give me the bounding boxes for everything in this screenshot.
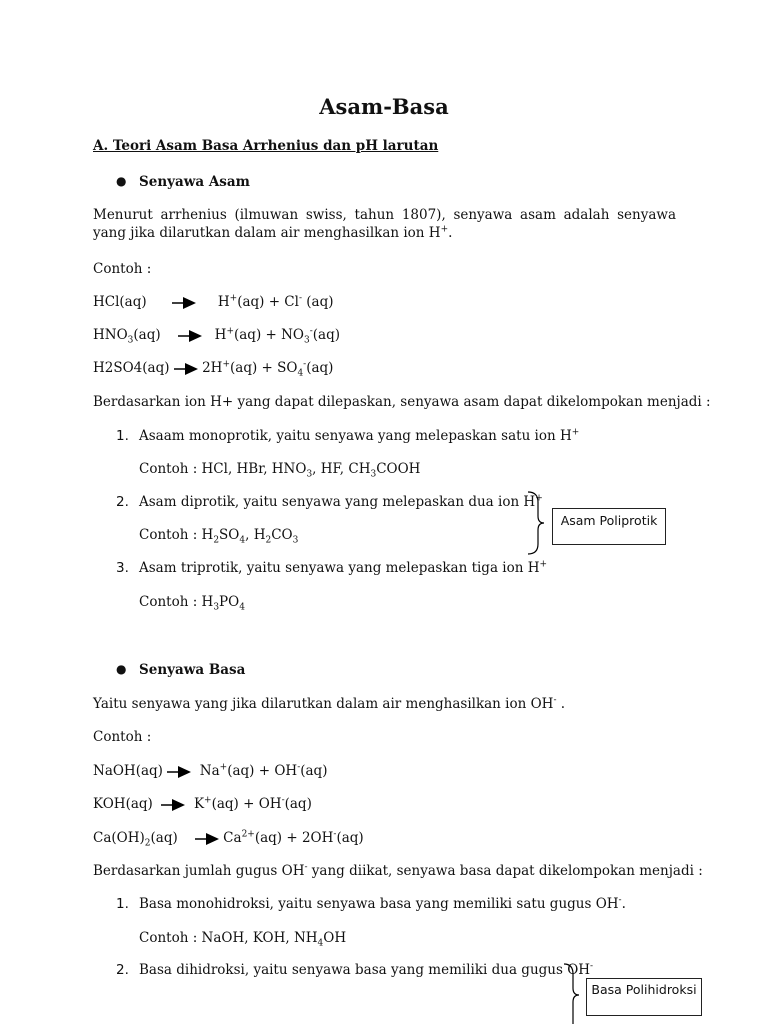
list-item-example: Contoh : $H_3PO_4$ [139,594,245,613]
reaction-naoh: NaOH(aq) Na+(aq) + OH-(aq) [93,762,328,779]
acid-heading: Senyawa Asam [139,174,250,190]
list-number: 2. [116,494,129,510]
list-number: 2. [116,962,129,978]
base-contoh-label: Contoh : [93,729,152,745]
section-heading: A. Teori Asam Basa Arrhenius dan pH larutan [93,138,439,154]
reaction-koh: KOH(aq) K+(aq) + OH-(aq) [93,795,312,812]
acid-classify: Berdasarkan ion H+ yang dapat dilepaskan, senyawa asam dapat dikelompokan menjadi : [93,394,711,410]
list-number: 1. [116,428,129,444]
brace-icon [560,962,584,1024]
reaction-hcl: HCl(aq) H+(aq) + Cl- (aq) [93,293,334,310]
list-number: 3. [116,560,129,576]
base-classify: Berdasarkan jumlah gugus OH- yang diikat, senyawa basa dapat dikelompokan menjadi : [93,862,703,879]
arrow-icon [161,799,185,811]
list-item-example: Contoh : $H_2SO_4$, $H_2CO_3$ [139,527,299,546]
bullet-icon: ● [116,662,127,676]
page-title: Asam-Basa [319,94,449,119]
list-item: Asaam monoprotik, yaitu senyawa yang melepaskan satu ion H+ [139,427,580,444]
list-number: 1. [116,896,129,912]
poliprotik-box: Asam Poliprotik [552,508,666,545]
reaction-caoh2: $Ca(OH)_2(aq)$ $Ca^{2+}(aq) + 2OH^-(aq)$ [93,829,364,849]
base-heading: Senyawa Basa [139,662,246,678]
list-item: Asam triprotik, yaitu senyawa yang melepaskan tiga ion H+ [139,559,548,576]
list-item: Asam diprotik, yaitu senyawa yang melepaskan dua ion H+ [139,493,543,510]
acid-definition: Menurut arrhenius (ilmuwan swiss, tahun 1807), senyawa asam adalah senyawa yang jika dilarutkan dalam air menghasilkan ion H+. [93,207,676,241]
arrow-icon [172,297,196,309]
arrow-icon [178,330,202,342]
arrow-icon [195,833,219,845]
polihidroksi-box: Basa Polihidroksi [586,978,702,1016]
arrow-icon [167,766,191,778]
list-item-example: Contoh : NaOH, KOH, $NH_4OH$ [139,930,347,949]
reaction-hno3: $HNO_3(aq)$ $H^+(aq) + NO_3^-(aq)$ [93,326,340,346]
bullet-icon: ● [116,174,127,188]
list-item-example: Contoh : HCl, HBr, $HNO_3$, HF, $CH_3COOH$ [139,461,421,480]
brace-icon [524,490,548,556]
list-item: Basa monohidroksi, yaitu senyawa basa yang memiliki satu gugus OH-. [139,895,626,912]
acid-contoh-label: Contoh : [93,261,152,277]
arrow-icon [174,363,198,375]
reaction-h2so4: H2SO4(aq) $2H^+(aq) + SO_4^-(aq)$ [93,359,334,379]
list-item: Basa dihidroksi, yaitu senyawa basa yang memiliki dua gugus OH- [139,961,594,978]
base-definition: Yaitu senyawa yang jika dilarutkan dalam air menghasilkan ion OH- . [93,695,566,712]
